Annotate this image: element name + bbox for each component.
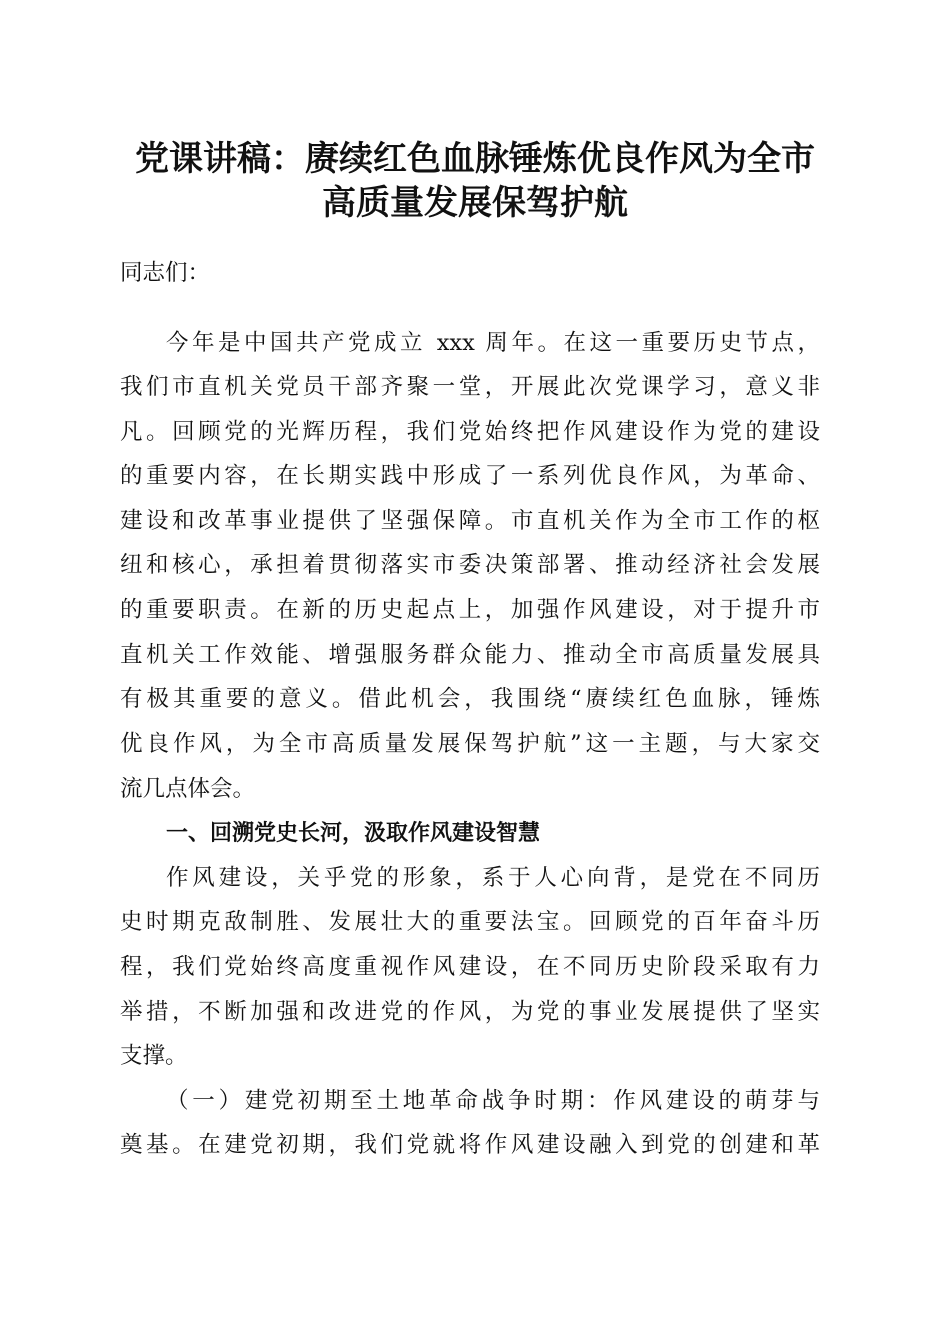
paragraph-line: 直机关工作效能、增强服务群众能力、推动全市高质量发展具 — [120, 642, 820, 668]
paragraph-line: 凡。回顾党的光辉历程，我们党始终把作风建设作为党的建设 — [120, 419, 820, 445]
section-heading: 一、回溯党史长河，汲取作风建设智慧 — [166, 821, 541, 846]
paragraph-line: 今年是中国共产党成立 xxx 周年。在这一重要历史节点， — [166, 330, 820, 356]
salutation: 同志们： — [120, 260, 211, 286]
paragraph-line: 优良作风，为全市高质量发展保驾护航”这一主题，与大家交 — [120, 731, 820, 757]
document-title-line-1: 党课讲稿：赓续红色血脉锤炼优良作风为全市 — [135, 139, 815, 179]
paragraph-line: 有极其重要的意义。借此机会，我围绕“赓续红色血脉，锤炼 — [120, 686, 820, 712]
paragraph-line: 奠基。在建党初期，我们党就将作风建设融入到党的创建和革 — [120, 1132, 820, 1158]
subsection-line: （一）建党初期至土地革命战争时期：作风建设的萌芽与 — [166, 1088, 820, 1114]
paragraph-line: 举措，不断加强和改进党的作风，为党的事业发展提供了坚实 — [120, 999, 820, 1025]
paragraph-line: 纽和核心，承担着贯彻落实市委决策部署、推动经济社会发展 — [120, 552, 820, 578]
paragraph-line: 流几点体会。 — [120, 776, 256, 802]
paragraph-line: 支撑。 — [120, 1043, 188, 1069]
paragraph-line: 我们市直机关党员干部齐聚一堂，开展此次党课学习，意义非 — [120, 374, 820, 400]
paragraph-line: 程，我们党始终高度重视作风建设，在不同历史阶段采取有力 — [120, 954, 820, 980]
document-title-line-2: 高质量发展保驾护航 — [322, 183, 628, 223]
paragraph-line: 建设和改革事业提供了坚强保障。市直机关作为全市工作的枢 — [120, 508, 820, 534]
paragraph-line: 的重要职责。在新的历史起点上，加强作风建设，对于提升市 — [120, 597, 820, 623]
paragraph-line: 的重要内容，在长期实践中形成了一系列优良作风，为革命、 — [120, 463, 820, 489]
paragraph-line: 史时期克敌制胜、发展壮大的重要法宝。回顾党的百年奋斗历 — [120, 909, 820, 935]
paragraph-line: 作风建设，关乎党的形象，系于人心向背，是党在不同历 — [166, 865, 820, 891]
